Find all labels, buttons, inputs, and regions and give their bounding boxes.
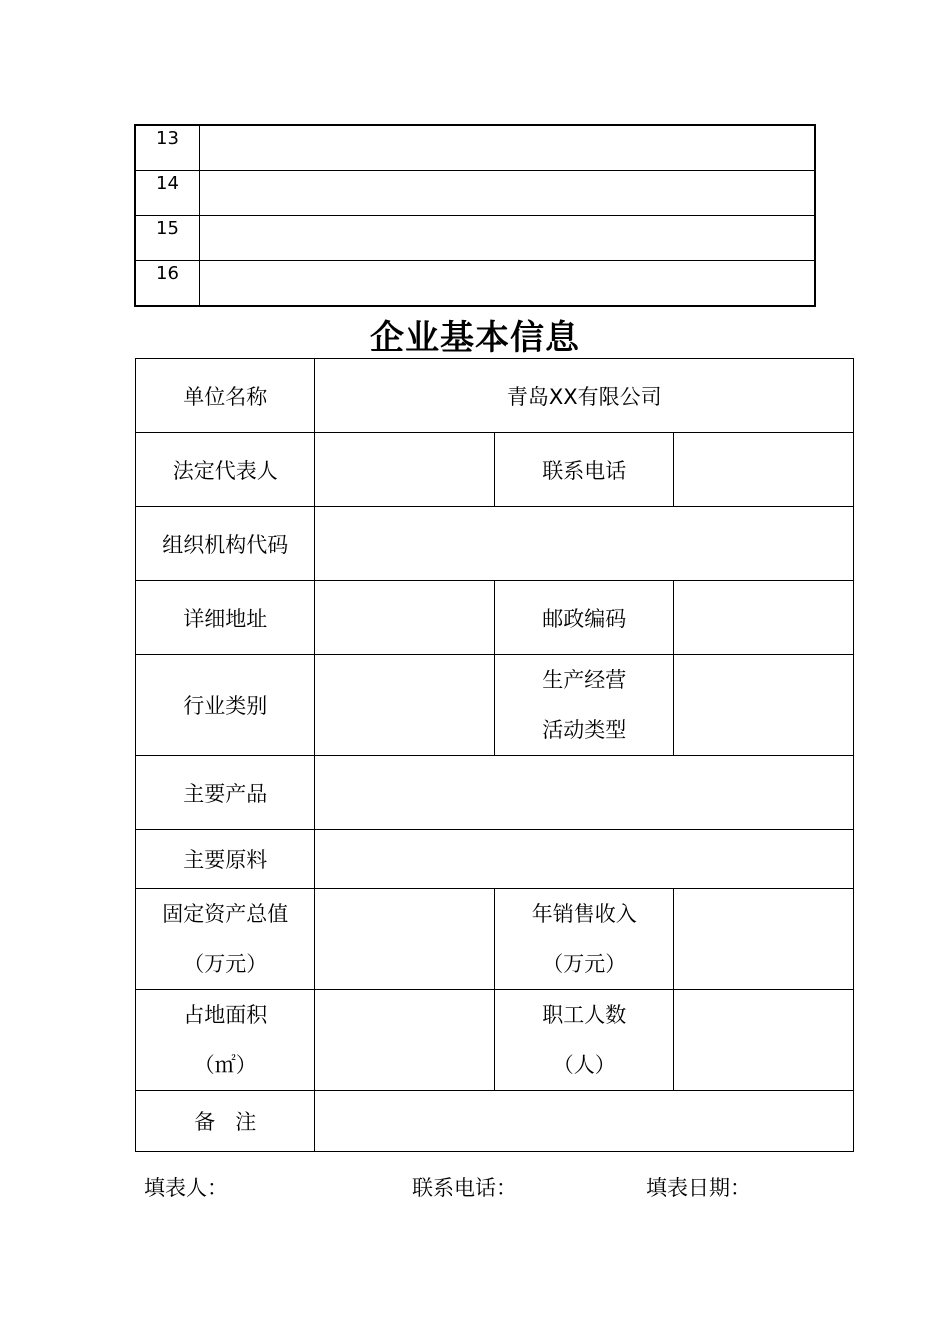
industry-field[interactable] <box>315 655 494 756</box>
industry-label: 行业类别 <box>136 655 315 756</box>
row-number: 14 <box>135 171 199 216</box>
numbered-table <box>134 124 816 307</box>
table-row <box>135 171 815 216</box>
remarks-label: 备 注 <box>136 1091 315 1152</box>
activity-type-field[interactable] <box>674 655 854 756</box>
table-row <box>136 433 854 507</box>
land-area-label <box>136 990 315 1091</box>
blank-cell[interactable] <box>199 171 815 216</box>
land-area-line1: 占地面积 <box>183 1003 268 1027</box>
footer-phone-label: 联系电话： <box>412 1176 517 1200</box>
table-row <box>136 581 854 655</box>
address-field[interactable] <box>315 581 494 655</box>
blank-cell[interactable] <box>199 125 815 171</box>
row-number: 13 <box>135 125 199 171</box>
table-row <box>135 261 815 307</box>
filler-label: 填表人： <box>144 1176 228 1200</box>
table-row <box>135 216 815 261</box>
fixed-assets-field[interactable] <box>315 889 494 990</box>
blank-cell[interactable] <box>199 261 815 307</box>
phone-label: 联系电话 <box>494 433 673 507</box>
unit-name-label: 单位名称 <box>136 359 315 433</box>
org-code-field[interactable] <box>315 507 854 581</box>
postcode-field[interactable] <box>674 581 854 655</box>
blank-cell[interactable] <box>199 216 815 261</box>
address-label: 详细地址 <box>136 581 315 655</box>
fixed-assets-line1: 固定资产总值 <box>162 902 289 926</box>
table-row <box>136 756 854 830</box>
table-row <box>136 1091 854 1152</box>
annual-sales-line2: （万元） <box>542 952 627 976</box>
activity-label-line1: 生产经营 <box>542 668 627 692</box>
enterprise-info-table <box>135 358 854 1152</box>
legal-rep-field[interactable] <box>315 433 494 507</box>
employees-field[interactable] <box>674 990 854 1091</box>
org-code-label: 组织机构代码 <box>136 507 315 581</box>
main-products-field[interactable] <box>315 756 854 830</box>
remarks-field[interactable] <box>315 1091 854 1152</box>
activity-label-line2: 活动类型 <box>542 718 627 742</box>
annual-sales-line1: 年销售收入 <box>531 902 637 926</box>
fixed-assets-line2: （万元） <box>183 952 268 976</box>
table-row <box>136 830 854 889</box>
table-row <box>136 889 854 990</box>
annual-sales-label <box>494 889 673 990</box>
table-row <box>136 655 854 756</box>
main-products-label: 主要产品 <box>136 756 315 830</box>
fill-date-label: 填表日期： <box>646 1176 751 1200</box>
table-row <box>136 507 854 581</box>
land-area-line2: （㎡） <box>193 1053 257 1077</box>
annual-sales-field[interactable] <box>674 889 854 990</box>
land-area-field[interactable] <box>315 990 494 1091</box>
employees-line2: （人） <box>552 1053 616 1077</box>
main-materials-field[interactable] <box>315 830 854 889</box>
row-number: 15 <box>135 216 199 261</box>
fixed-assets-label <box>136 889 315 990</box>
table-row <box>136 359 854 433</box>
main-materials-label: 主要原料 <box>136 830 315 889</box>
employees-label <box>494 990 673 1091</box>
employees-line1: 职工人数 <box>542 1003 627 1027</box>
unit-name-value[interactable]: 青岛XX有限公司 <box>315 359 854 433</box>
activity-type-label <box>494 655 673 756</box>
postcode-label: 邮政编码 <box>494 581 673 655</box>
page-title: 企业基本信息 <box>370 318 580 358</box>
legal-rep-label: 法定代表人 <box>136 433 315 507</box>
table-row <box>135 125 815 171</box>
row-number: 16 <box>135 261 199 307</box>
table-row <box>136 990 854 1091</box>
phone-field[interactable] <box>674 433 854 507</box>
